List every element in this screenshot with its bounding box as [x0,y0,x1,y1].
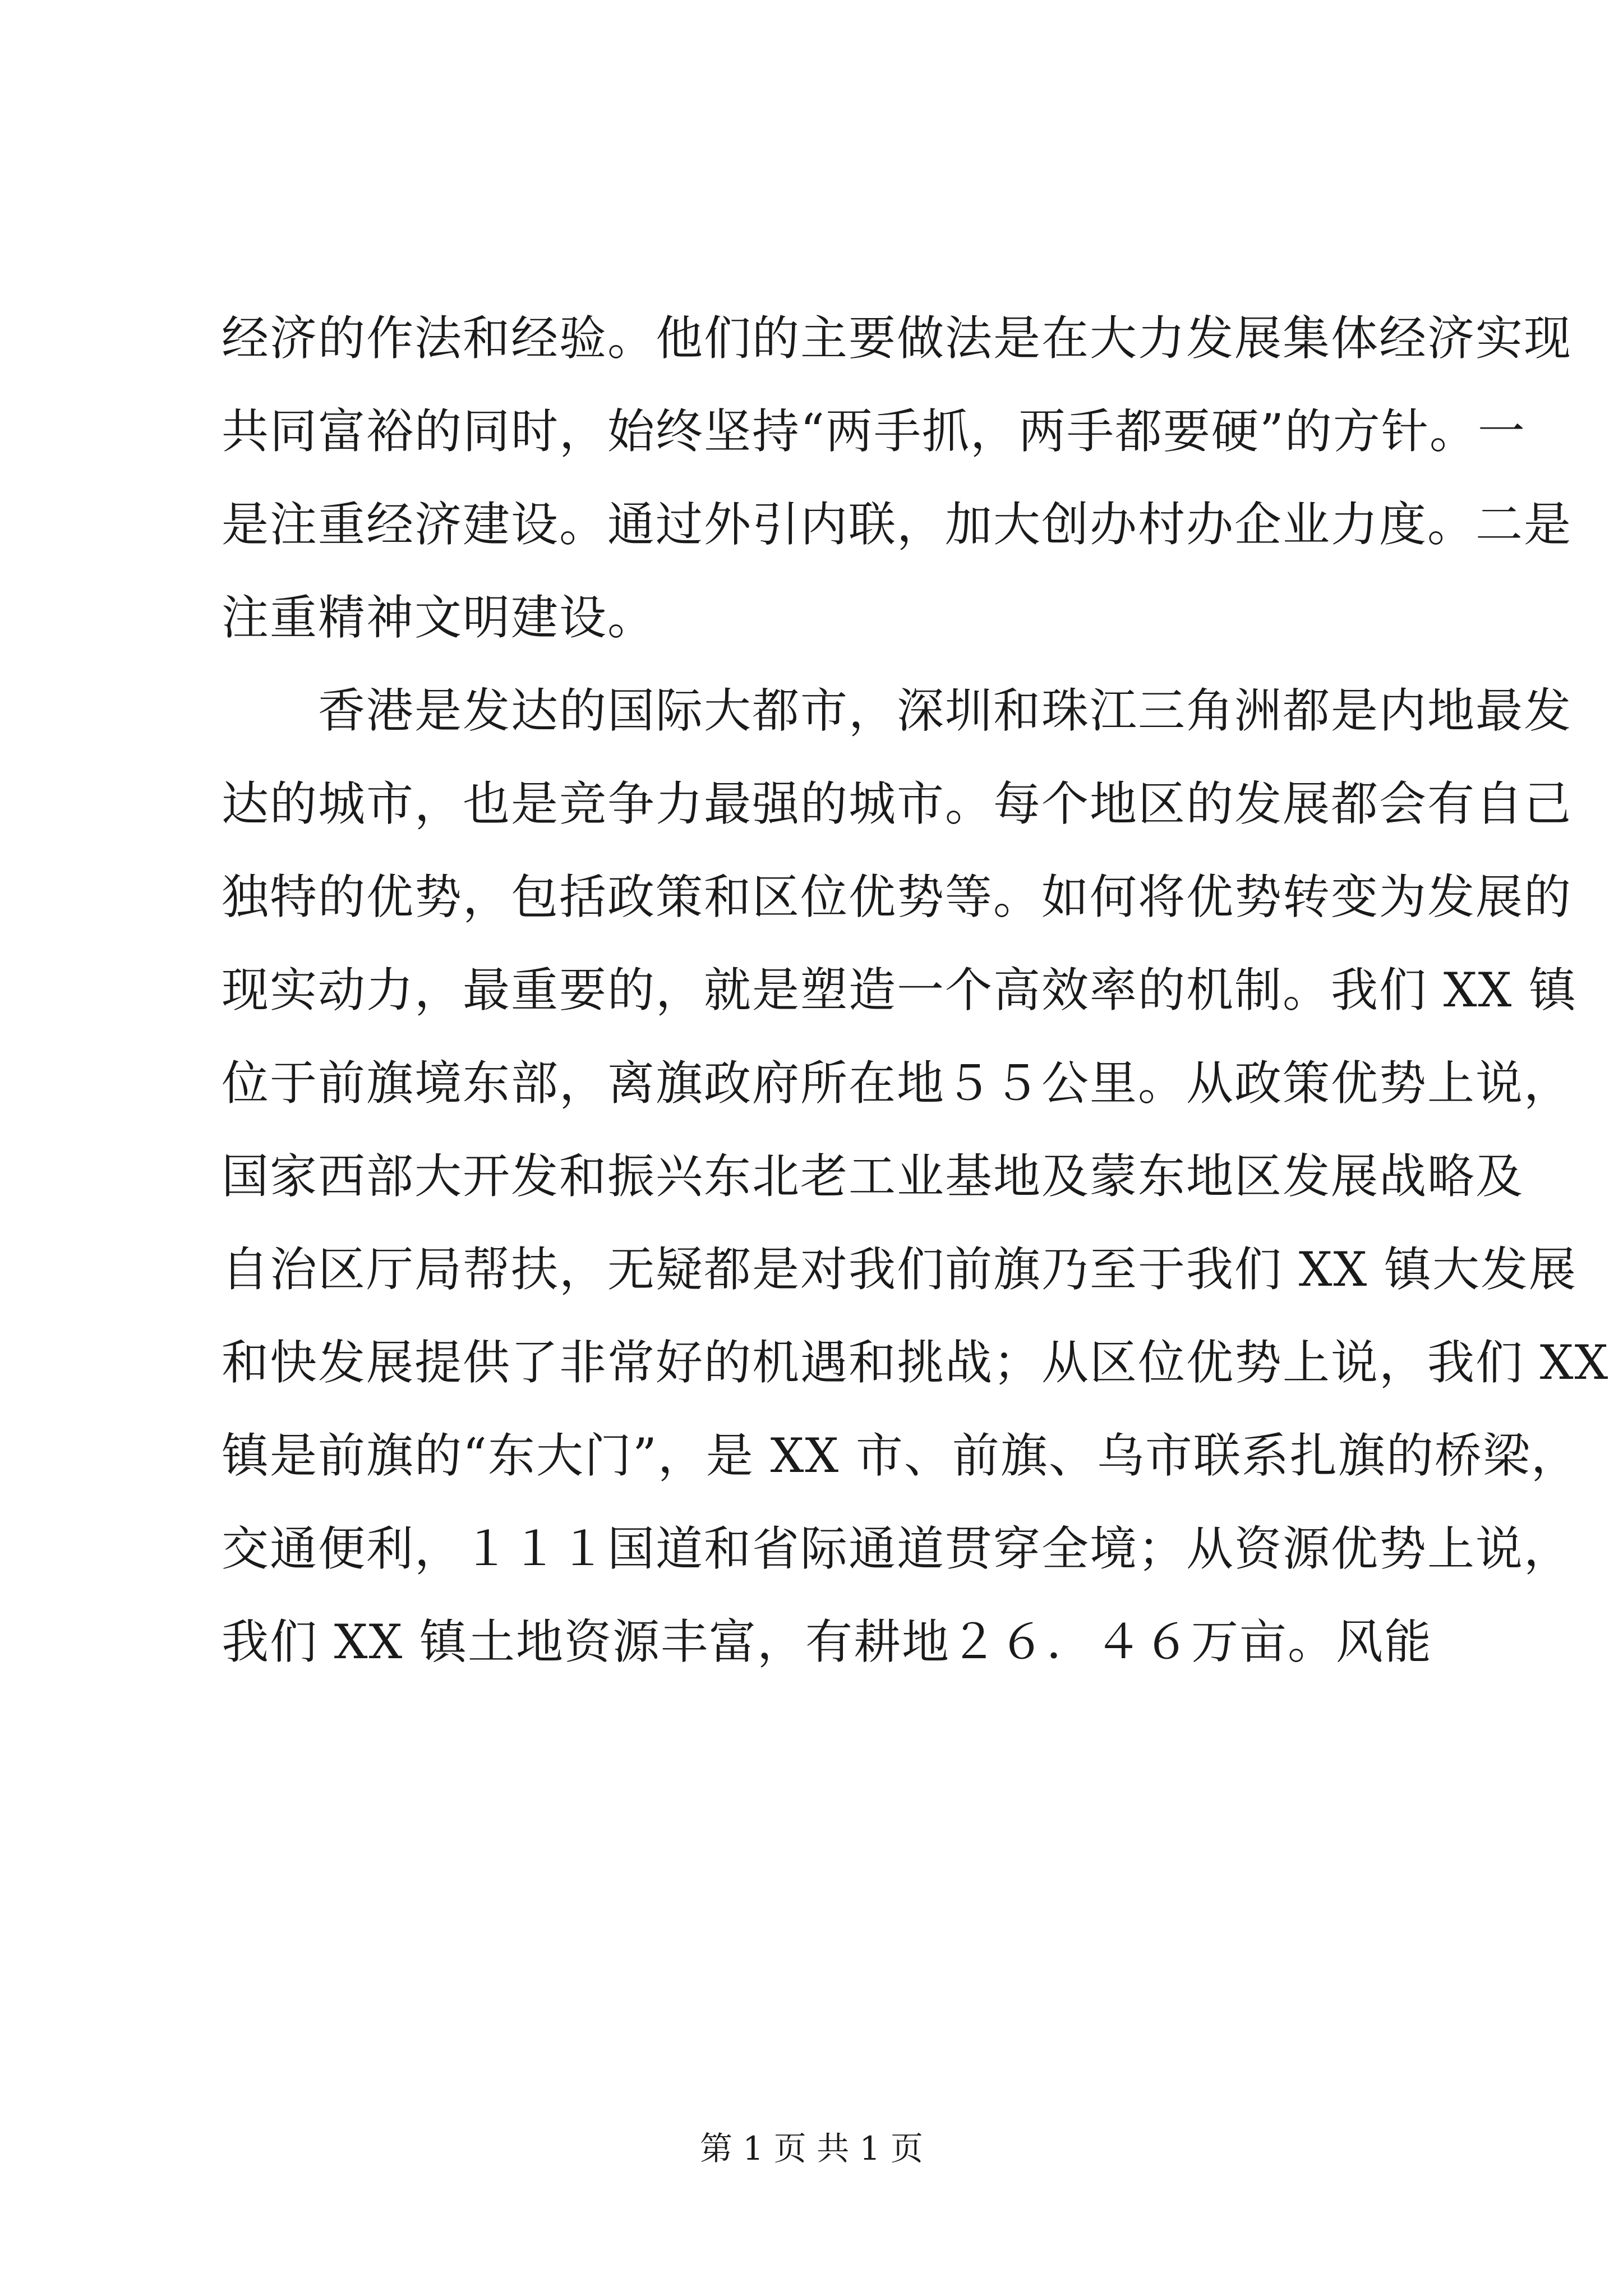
text-line: 注重精神文明建设。 [222,590,656,645]
page-footer: 第 1 页 共 1 页 [700,2129,923,2168]
text-line: 位于前旗境东部，离旗政府所在地５５公里。从政策优势上说， [222,1056,1573,1111]
text-line: 独特的优势，包括政策和区位优势等。如何将优势转变为发展的 [222,869,1573,924]
text-line: 镇是前旗的“东大门”，是 XX 市、前旗、乌市联系扎旗的桥梁， [222,1428,1579,1483]
text-line: 是注重经济建设。通过外引内联，加大创办村办企业力度。二是 [222,497,1573,552]
text-line: 交通便利，１１１国道和省际通道贯穿全境；从资源优势上说， [222,1521,1573,1576]
body-text [222,292,1610,1688]
text-line: 自治区厅局帮扶，无疑都是对我们前旗乃至于我们 XX 镇大发展 [222,1242,1578,1297]
text-line: 国家西部大开发和振兴东北老工业基地及蒙东地区发展战略及 [222,1149,1524,1204]
text-line: 现实动力，最重要的，就是塑造一个高效率的机制。我们 XX 镇 [222,963,1578,1018]
text-line: 香港是发达的国际大都市，深圳和珠江三角洲都是内地最发 [222,683,1573,738]
text-line: 和快发展提供了非常好的机遇和挑战；从区位优势上说，我们 XX [222,1335,1610,1390]
text-line: 共同富裕的同时，始终坚持“两手抓，两手都要硬”的方针。一 [222,404,1526,459]
text-line: 经济的作法和经验。他们的主要做法是在大力发展集体经济实现 [222,311,1573,366]
text-line: 我们 XX 镇土地资源丰富，有耕地２６．４６万亩。风能 [222,1614,1433,1669]
text-line: 达的城市，也是竞争力最强的城市。每个地区的发展都会有自己 [222,776,1573,831]
